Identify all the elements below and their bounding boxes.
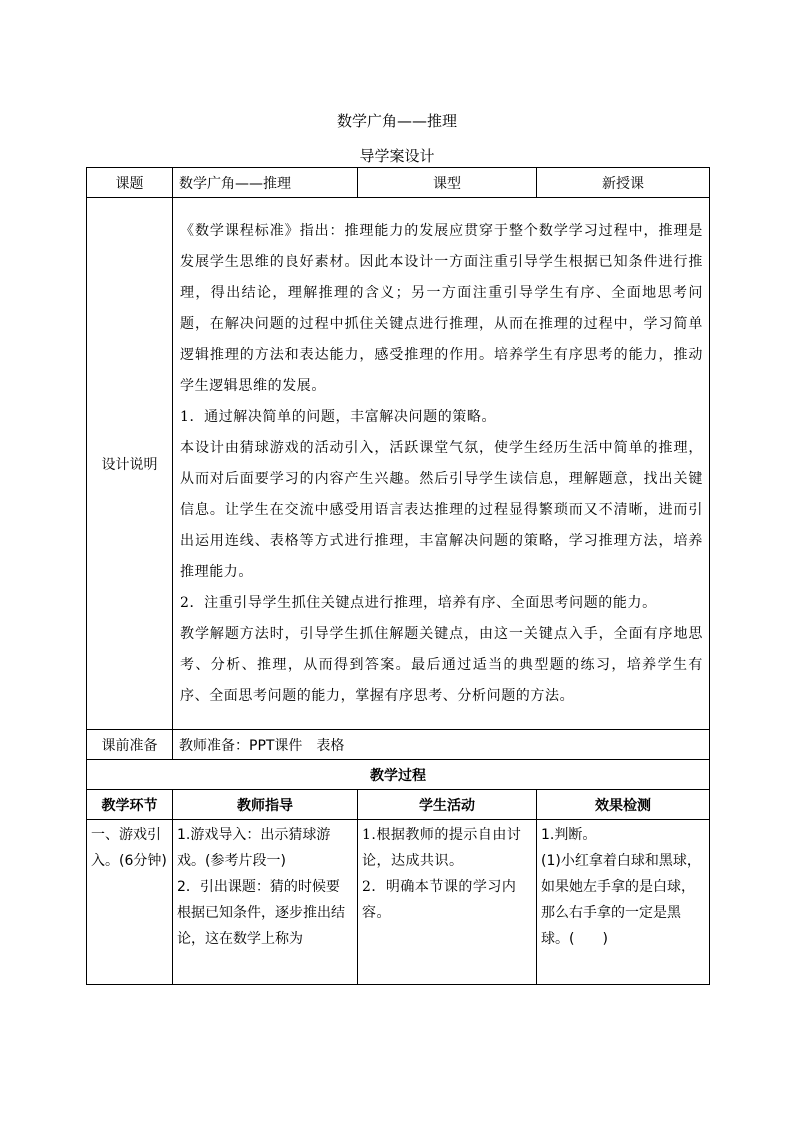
header-row [87, 168, 710, 198]
type-value: 新授课 [537, 168, 710, 198]
column-header: 学生活动 [358, 790, 537, 820]
prep-value: 教师准备：PPT课件 表格 [173, 730, 710, 760]
check-item: (1)小红拿着白球和黑球，如果她左手拿的是白球，那么右手拿的一定是黑球。( ) [541, 853, 701, 947]
prep-row [87, 730, 710, 760]
stage-cell: 一、游戏引入。(6分钟) [87, 820, 173, 985]
column-header: 教师指导 [173, 790, 358, 820]
teacher-cell [173, 820, 358, 985]
check-cell [537, 820, 710, 985]
design-paragraph: 1．通过解决简单的问题，丰富解决问题的策略。 [180, 408, 497, 425]
process-columns-row [87, 790, 710, 820]
check-item: 1.判断。 [541, 827, 597, 843]
type-label: 课型 [358, 168, 537, 198]
design-paragraph: 《数学课程标准》指出：推理能力的发展应贯穿于整个数学学习过程中，推理是发展学生思维的良好素材。因此本设计一方面注重引导学生根据已知条件进行推理，得出结论，理解推理的含义；另一方面注重引导学生有序、全面地思考问题，在解决问题的过程中抓住关键点进行推理，从而在推理的过程中，学习简单逻辑推理的方法和表达能力，感受推理的作用。培养学生有序思考的能力，推动学生逻辑思维的发展。 [180, 222, 703, 394]
design-row [87, 198, 710, 730]
topic-label: 课题 [87, 168, 173, 198]
design-paragraph: 教学解题方法时，引导学生抓住解题关键点，由这一关键点入手，全面有序地思考、分析、推理，从而得到答案。最后通过适当的典型题的练习，培养学生有序、全面思考问题的能力，掌握有序思考、分析问题的方法。 [180, 625, 703, 704]
document-title: 数学广角——推理 [336, 112, 457, 130]
column-header: 效果检测 [537, 790, 710, 820]
student-cell [358, 820, 537, 985]
student-step: 2．明确本节课的学习内容。 [362, 879, 517, 921]
topic-value: 数学广角——推理 [173, 168, 358, 198]
design-text [173, 198, 710, 730]
process-heading: 教学过程 [87, 760, 710, 790]
design-label: 设计说明 [87, 198, 173, 730]
process-row-1 [87, 820, 710, 985]
process-heading-row [87, 760, 710, 790]
teacher-step: 2．引出课题：猜的时候要根据已知条件，逐步推出结论，这在数学上称为 [177, 879, 345, 947]
teacher-step: 1.游戏导入：出示猜球游戏。(参考片段一) [177, 827, 331, 869]
design-paragraph: 2．注重引导学生抓住关键点进行推理，培养有序、全面思考问题的能力。 [180, 594, 657, 611]
column-header: 教学环节 [87, 790, 173, 820]
design-paragraph: 本设计由猜球游戏的活动引入，活跃课堂气氛，使学生经历生活中简单的推理，从而对后面要学习的内容产生兴趣。然后引导学生读信息，理解题意，找出关键信息。让学生在交流中感受用语言表达推理的过程显得繁琐而又不清晰，进而引出运用连线、表格等方式进行推理，丰富解决问题的策略，学习推理方法，培养推理能力。 [180, 439, 703, 580]
lesson-plan-table [86, 167, 710, 985]
student-step: 1.根据教师的提示自由讨论，达成共识。 [362, 827, 522, 869]
prep-label: 课前准备 [87, 730, 173, 760]
document-subtitle: 导学案设计 [359, 147, 435, 165]
